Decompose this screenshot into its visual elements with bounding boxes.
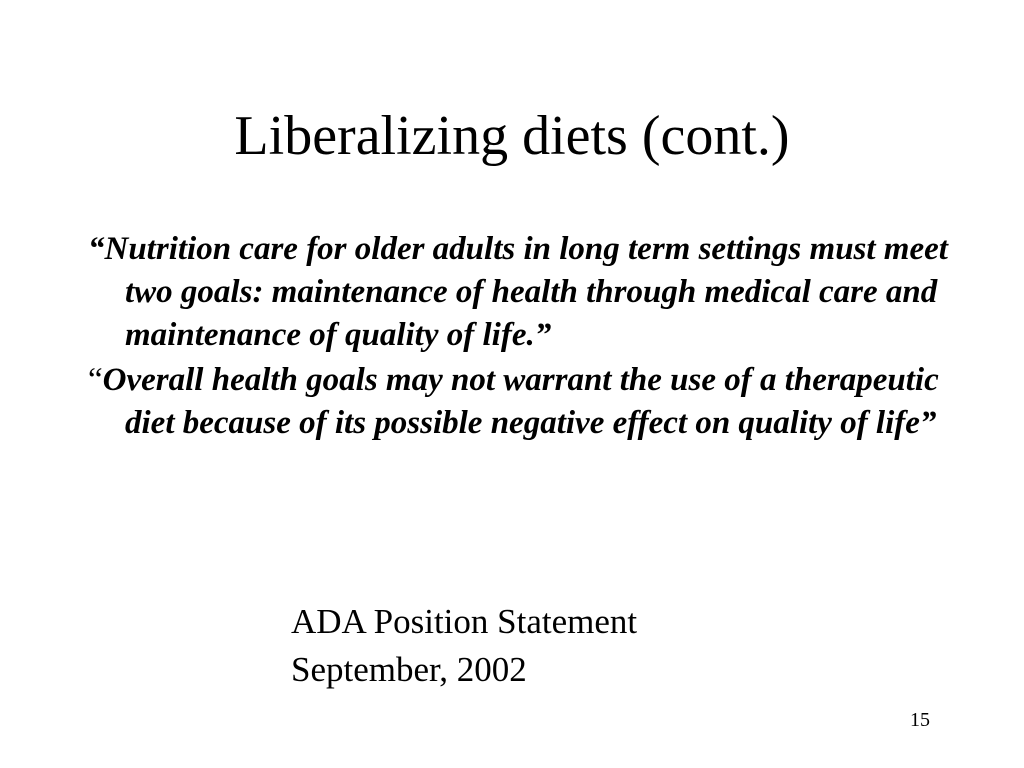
- quote-list: [88, 228, 948, 447]
- attribution-date: September, 2002: [291, 650, 527, 689]
- quote-nutrition-care: [88, 228, 948, 357]
- quote-overall-health: [88, 359, 948, 445]
- attribution: [291, 598, 637, 694]
- quote-text: Overall health goals may not warrant the use of a therapeutic diet because of its possible negative effect on quality of life”: [102, 362, 939, 441]
- quote-open-mark: “: [88, 231, 105, 267]
- quote-open-mark: “: [88, 362, 103, 398]
- attribution-source: ADA Position Statement: [291, 602, 638, 641]
- slide-title: Liberalizing diets (cont.): [234, 105, 790, 167]
- quote-text: Nutrition care for older adults in long term settings must meet two goals: maintenance of health through medical care and maintenance of quality of life.”: [104, 231, 948, 353]
- page-number: 15: [910, 709, 930, 731]
